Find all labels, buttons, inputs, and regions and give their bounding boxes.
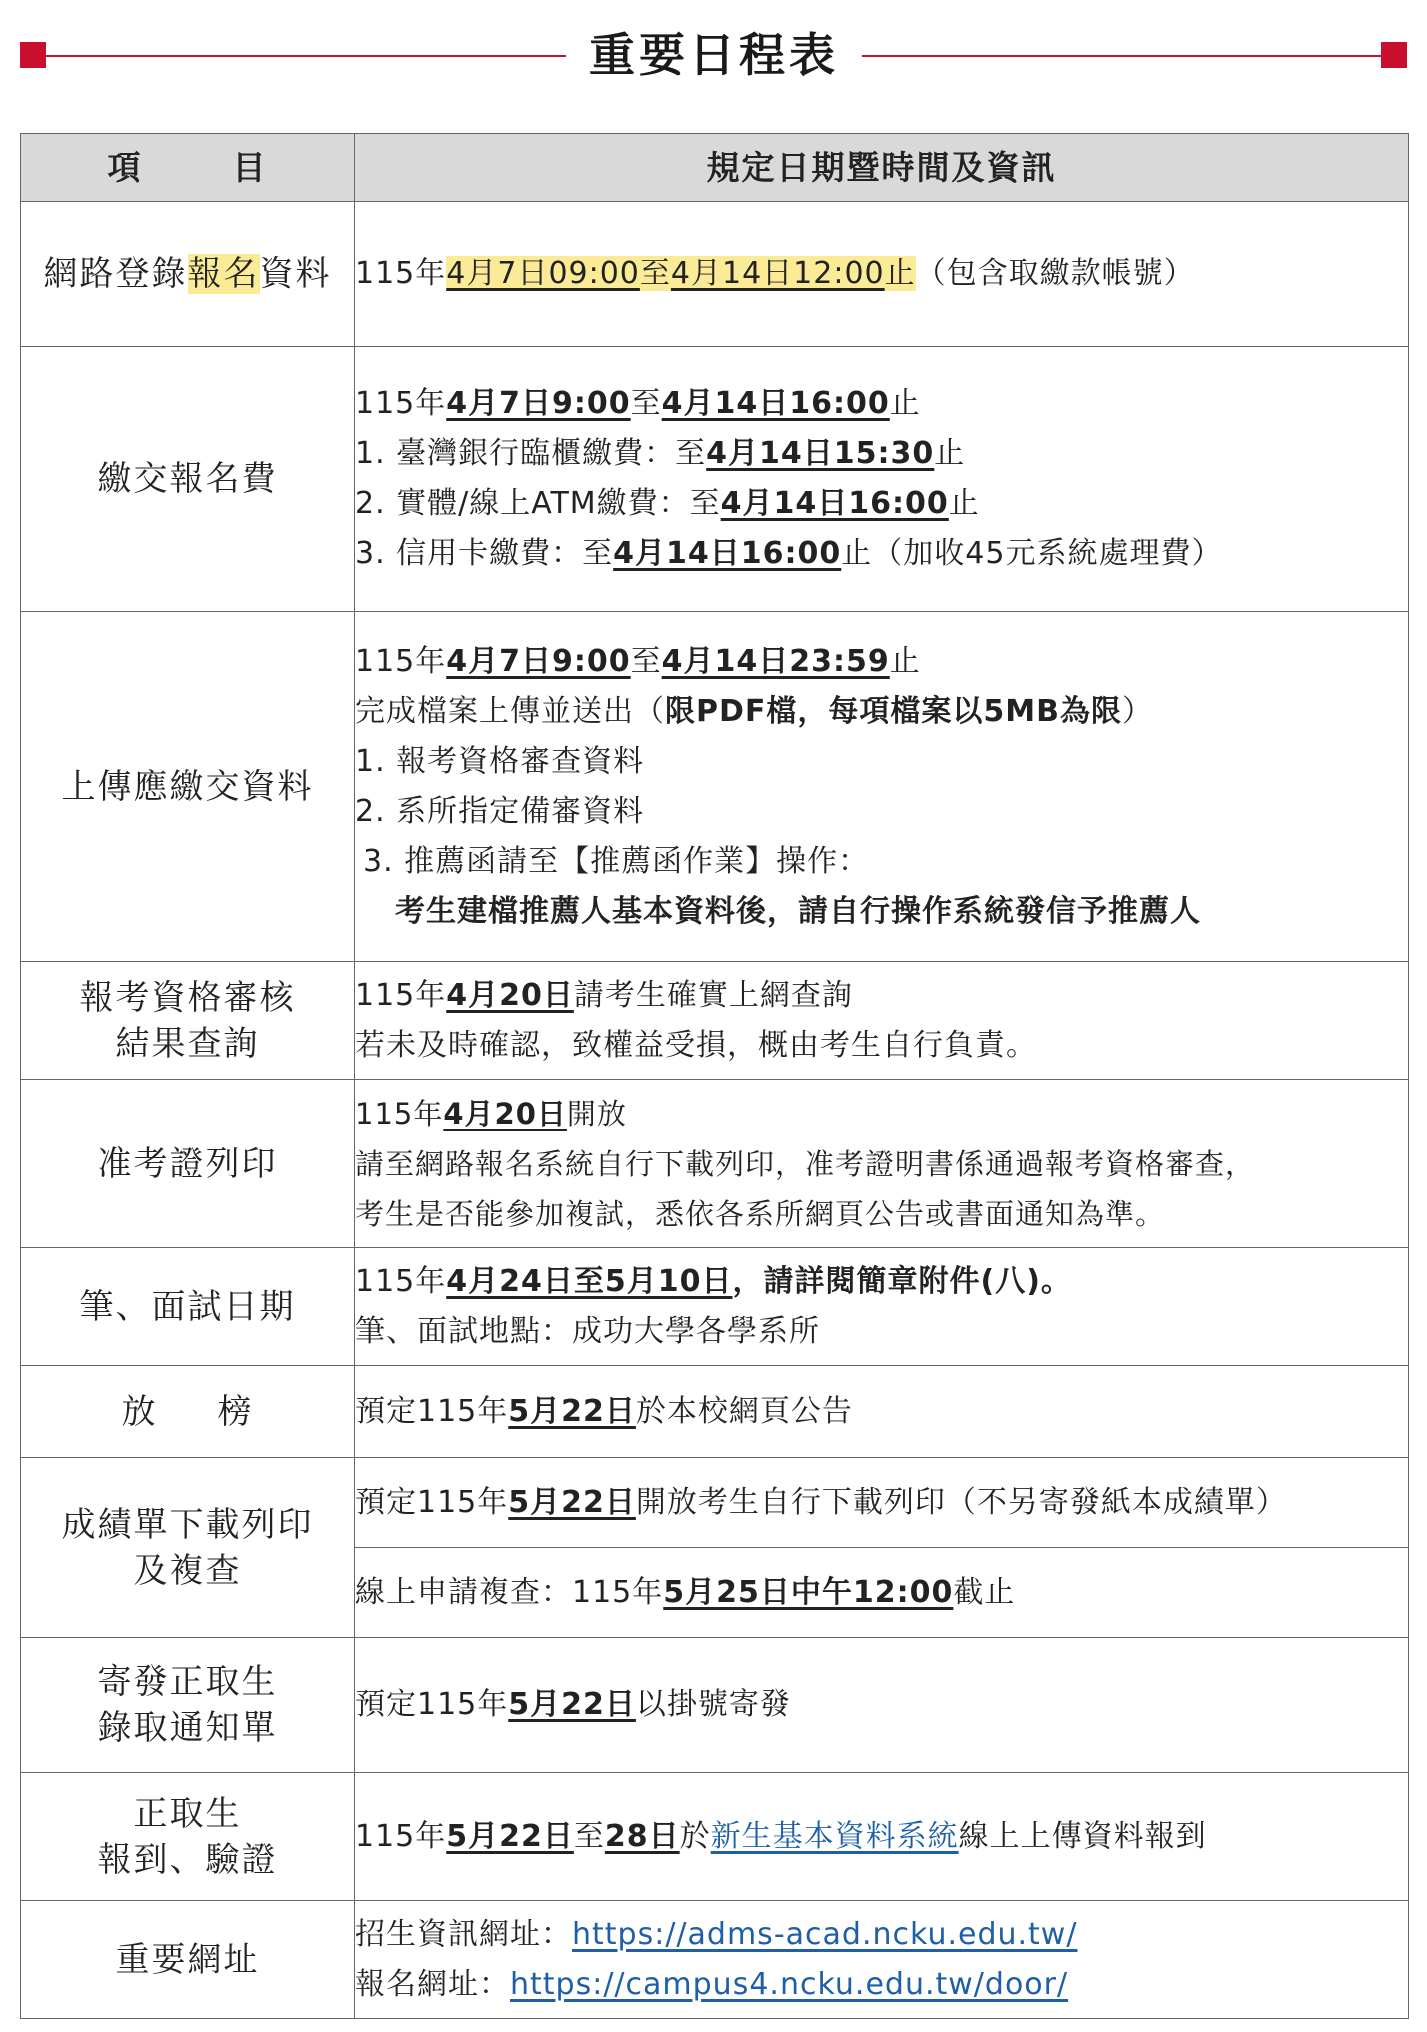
info-text: 115年 <box>355 1263 447 1299</box>
date-value: 5月22日 <box>508 1687 636 1722</box>
info-text: 以掛號寄發 <box>635 1687 791 1722</box>
row-label <box>21 1458 355 1638</box>
table-row <box>21 962 1409 1080</box>
label-text: 錄取通知單 <box>97 1708 278 1748</box>
student-data-system-link[interactable]: 新生基本資料系統 <box>710 1818 959 1854</box>
date-value: 4月14日16:00 <box>613 536 842 571</box>
date-value: 4月20日 <box>443 1096 567 1131</box>
row-label <box>21 962 355 1080</box>
info-text: 至 <box>573 1818 605 1854</box>
info-text: 至 <box>630 643 662 679</box>
info-text: 止 <box>889 643 921 679</box>
table-row <box>21 1773 1409 1901</box>
label-text: 報考資格審核 <box>79 977 296 1018</box>
title-bar <box>0 0 1427 110</box>
info-text: 預定115年 <box>355 1484 509 1520</box>
label-text: 網路登錄 <box>43 254 188 294</box>
date-value: 4月7日9:00 <box>446 643 631 679</box>
info-text: 止 <box>884 256 916 291</box>
label-text: 榜 <box>217 1391 254 1432</box>
registration-link[interactable]: https://campus4.ncku.edu.tw/door/ <box>510 1966 1069 2002</box>
row-info <box>355 962 1409 1080</box>
info-line: 1. 報考資格審查資料 <box>355 743 645 779</box>
info-text: 115年 <box>355 1818 447 1854</box>
info-text: 線上上傳資料報到 <box>958 1818 1207 1854</box>
date-value: 4月14日15:30 <box>706 436 935 471</box>
date-value: 5月25日中午12:00 <box>663 1574 954 1610</box>
table-row <box>21 347 1409 612</box>
row-label <box>21 1366 355 1458</box>
table-row <box>21 1366 1409 1458</box>
title-right-square <box>1381 42 1407 68</box>
info-line <box>355 1910 1408 1960</box>
row-label: 准考證列印 <box>21 1080 355 1248</box>
date-value: 4月14日23:59 <box>661 643 890 679</box>
info-bold: 限PDF檔，每項檔案以5MB為限 <box>665 693 1122 729</box>
date-value: 4月7日09:00 <box>446 256 640 291</box>
date-value: 4月14日12:00 <box>670 256 885 291</box>
info-text: 止 <box>889 386 921 421</box>
row-info <box>355 1458 1409 1548</box>
label-text: 放 <box>121 1391 158 1432</box>
info-text: 至 <box>639 256 671 291</box>
label-text: 資料 <box>259 254 332 294</box>
admissions-info-link[interactable]: https://adms-acad.ncku.edu.tw/ <box>572 1916 1078 1952</box>
info-line: 2. 系所指定備審資料 <box>355 793 645 829</box>
info-text: 截止 <box>953 1574 1016 1610</box>
label-text: 正取生 <box>133 1793 242 1834</box>
title-left-rule <box>46 55 566 57</box>
info-line <box>355 971 1408 1021</box>
header-item-b: 目 <box>232 147 268 187</box>
row-info <box>355 1548 1409 1638</box>
info-line <box>355 529 1408 579</box>
row-info <box>355 1080 1409 1248</box>
row-label: 重要網址 <box>21 1901 355 2019</box>
schedule-table <box>20 133 1409 2019</box>
info-text: 預定115年 <box>355 1687 509 1722</box>
row-info <box>355 1366 1409 1458</box>
info-text: 115年 <box>355 256 447 291</box>
info-bold: ，請詳閱簡章附件(八)。 <box>732 1263 1072 1299</box>
date-value: 4月20日 <box>446 977 574 1013</box>
label-text: 及複查 <box>133 1550 242 1591</box>
date-value: 4月14日16:00 <box>661 386 890 421</box>
row-info <box>355 1901 1409 2019</box>
page-title: 重要日程表 <box>589 28 839 82</box>
info-line <box>355 429 1408 479</box>
table-row <box>21 1458 1409 1548</box>
table-row <box>21 1080 1409 1248</box>
info-text: 3. 信用卡繳費：至 <box>355 536 614 571</box>
info-line <box>355 379 1408 429</box>
info-line: 若未及時確認，致權益受損，概由考生自行負責。 <box>355 1027 1037 1063</box>
info-line <box>355 1257 1408 1307</box>
row-label: 繳交報名費 <box>21 347 355 612</box>
info-text: 線上申請複查：115年 <box>355 1574 664 1610</box>
date-value: 28日 <box>604 1818 680 1854</box>
date-value: 4月24日至5月10日 <box>446 1263 733 1299</box>
info-text: 115年 <box>355 386 447 421</box>
info-text: 止 <box>948 486 980 521</box>
info-line: 筆、面試地點：成功大學各學系所 <box>355 1313 820 1349</box>
row-info <box>355 1773 1409 1901</box>
date-value: 5月22日 <box>508 1393 636 1429</box>
info-text: 115年 <box>355 977 447 1013</box>
info-line: 考生是否能參加複試，悉依各系所網頁公告或書面通知為準。 <box>355 1196 1166 1231</box>
row-info <box>355 612 1409 962</box>
row-info <box>355 202 1409 347</box>
header-item <box>21 134 355 202</box>
info-line: 請至網路報名系統自行下載列印，准考證明書係通過報考資格審查， <box>355 1146 1256 1181</box>
info-line <box>355 637 1408 687</box>
info-text: 開放考生自行下載列印（不另寄發紙本成績單） <box>635 1484 1287 1520</box>
info-line: 考生建檔推薦人基本資料後，請自行操作系統發信予推薦人 <box>395 893 1201 929</box>
table-row <box>21 202 1409 347</box>
row-label <box>21 1638 355 1773</box>
info-text: 於 <box>679 1818 711 1854</box>
date-value: 5月22日 <box>446 1818 574 1854</box>
title-left-square <box>20 42 46 68</box>
title-right-rule <box>862 55 1381 57</box>
info-text: 2. 實體/線上ATM繳費：至 <box>355 486 721 521</box>
label-highlight: 報名 <box>187 254 260 294</box>
date-value: 4月7日9:00 <box>446 386 631 421</box>
info-text: 完成檔案上傳並送出（ <box>355 693 665 729</box>
row-label: 筆、面試日期 <box>21 1248 355 1366</box>
info-text: 開放 <box>566 1096 627 1131</box>
date-value: 4月14日16:00 <box>720 486 949 521</box>
table-row <box>21 1248 1409 1366</box>
label-text: 寄發正取生 <box>97 1662 278 1702</box>
info-text: 115年 <box>355 643 447 679</box>
table-row <box>21 612 1409 962</box>
row-label <box>21 202 355 347</box>
row-label: 上傳應繳交資料 <box>21 612 355 962</box>
info-text: 止（加收45元系統處理費） <box>841 536 1223 571</box>
info-line: 3. 推薦函請至【推薦函作業】操作： <box>363 843 870 879</box>
info-text: 報名網址： <box>355 1966 510 2002</box>
header-info: 規定日期暨時間及資訊 <box>355 134 1409 202</box>
date-value: 5月22日 <box>508 1484 636 1520</box>
info-text: 115年 <box>355 1096 444 1131</box>
info-line <box>355 479 1408 529</box>
label-text: 成績單下載列印 <box>61 1504 314 1545</box>
row-info <box>355 1638 1409 1773</box>
info-line <box>355 1089 1408 1139</box>
header-item-a: 項 <box>107 147 143 187</box>
row-info <box>355 1248 1409 1366</box>
table-row <box>21 1901 1409 2019</box>
info-text: 請考生確實上網查詢 <box>573 977 853 1013</box>
table-header-row <box>21 134 1409 202</box>
info-text: ） <box>1121 693 1153 729</box>
row-info <box>355 347 1409 612</box>
info-text: 至 <box>630 386 662 421</box>
info-line <box>355 1960 1408 2010</box>
info-note: （包含取繳款帳號） <box>915 256 1195 291</box>
info-text: 止 <box>934 436 966 471</box>
table-row <box>21 1638 1409 1773</box>
label-text: 結果查詢 <box>115 1023 260 1064</box>
label-text: 報到、驗證 <box>97 1839 278 1880</box>
info-text: 於本校網頁公告 <box>635 1393 853 1429</box>
row-label <box>21 1773 355 1901</box>
info-text: 招生資訊網址： <box>355 1916 572 1952</box>
info-text: 預定115年 <box>355 1393 509 1429</box>
info-text: 1. 臺灣銀行臨櫃繳費：至 <box>355 436 707 471</box>
info-line <box>355 687 1408 737</box>
